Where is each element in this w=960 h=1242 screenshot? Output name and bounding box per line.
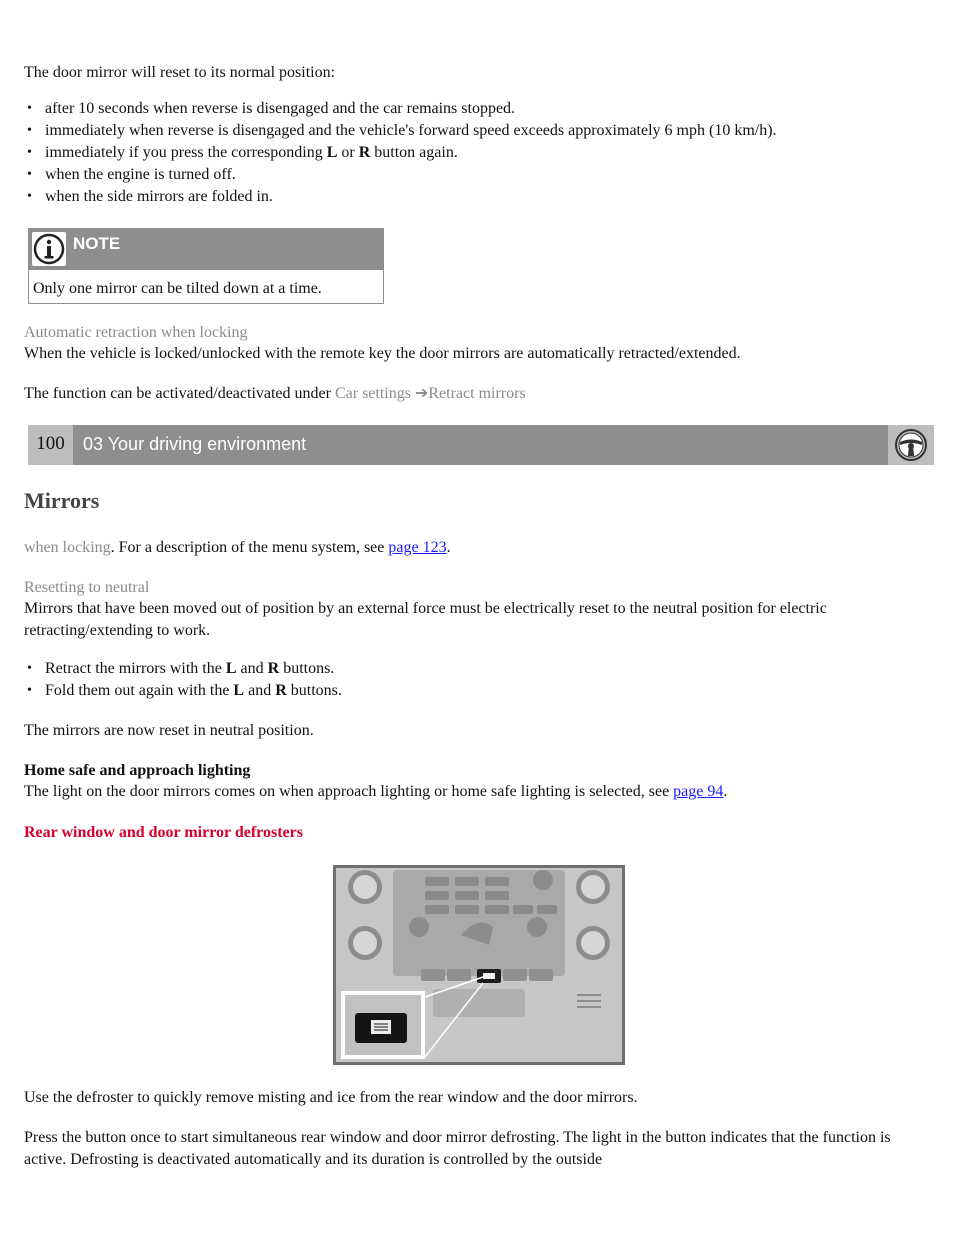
reset-conditions-list xyxy=(24,98,957,208)
page-123-link[interactable]: page 123 xyxy=(388,539,447,556)
intro-text: The door mirror will reset to its normal position: xyxy=(24,64,336,81)
list-item: • when the engine is turned off. xyxy=(45,164,957,186)
note-body: Only one mirror can be tilted down at a time. xyxy=(33,280,322,297)
home-safe-heading: Home safe and approach lighting xyxy=(24,762,251,779)
note-box xyxy=(28,228,384,304)
list-item: • immediately when reverse is disengaged and the vehicle's forward speed exceeds approximately 6 mph (10 km/h). xyxy=(45,120,957,142)
list-item: • immediately if you press the corresponding L or R button again. xyxy=(45,142,957,164)
auto-retraction-heading: Automatic retraction when locking xyxy=(24,324,248,341)
auto-retraction-function: The function can be activated/deactivated under Car settings ➔Retract mirrors xyxy=(24,385,526,402)
auto-retraction-text: When the vehicle is locked/unlocked with the remote key the door mirrors are automatically retracted/extended. xyxy=(24,345,741,362)
defrosters-heading: Rear window and door mirror defrosters xyxy=(24,824,303,841)
home-safe-text: The light on the door mirrors comes on when approach lighting or home safe lighting is selected, see page 94. xyxy=(24,783,728,800)
page-94-link[interactable]: page 94 xyxy=(673,783,724,800)
defroster-console-illustration xyxy=(333,865,625,1065)
list-item: • Fold them out again with the L and R buttons. xyxy=(45,680,957,702)
section-title: Mirrors xyxy=(24,488,100,513)
list-item: • after 10 seconds when reverse is disengaged and the car remains stopped. xyxy=(45,98,957,120)
list-item: • when the side mirrors are folded in. xyxy=(45,186,957,208)
resetting-text: Mirrors that have been moved out of position by an external force must be electrically reset to the neutral position for electric retracting/extending to work. xyxy=(24,600,827,639)
steering-wheel-icon xyxy=(888,425,934,465)
retract-mirrors-menu: Retract mirrors xyxy=(428,385,526,402)
page-number: 100 xyxy=(28,425,73,465)
defrosters-p2: Press the button once to start simultaneous rear window and door mirror defrosting. The light in the button indicates that the function is active. Defrosting is deactivated automatically and its duration is controlled by the outside xyxy=(24,1129,891,1168)
list-item: • Retract the mirrors with the L and R buttons. xyxy=(45,658,957,680)
resetting-after: The mirrors are now reset in neutral position. xyxy=(24,722,314,739)
note-title: NOTE xyxy=(73,234,121,253)
defrosters-p1: Use the defroster to quickly remove misting and ice from the rear window and the door mirrors. xyxy=(24,1089,638,1106)
info-icon xyxy=(32,232,66,266)
chapter-header-bar xyxy=(28,425,934,465)
resetting-steps-list xyxy=(24,658,957,702)
arrow-right-icon: ➔ xyxy=(414,385,429,402)
chapter-title: 03 Your driving environment xyxy=(83,434,307,454)
resetting-heading: Resetting to neutral xyxy=(24,579,150,596)
continuation-text: when locking. For a description of the menu system, see page 123. xyxy=(24,539,451,556)
note-header xyxy=(29,229,383,271)
car-settings-menu: Car settings xyxy=(334,385,411,402)
